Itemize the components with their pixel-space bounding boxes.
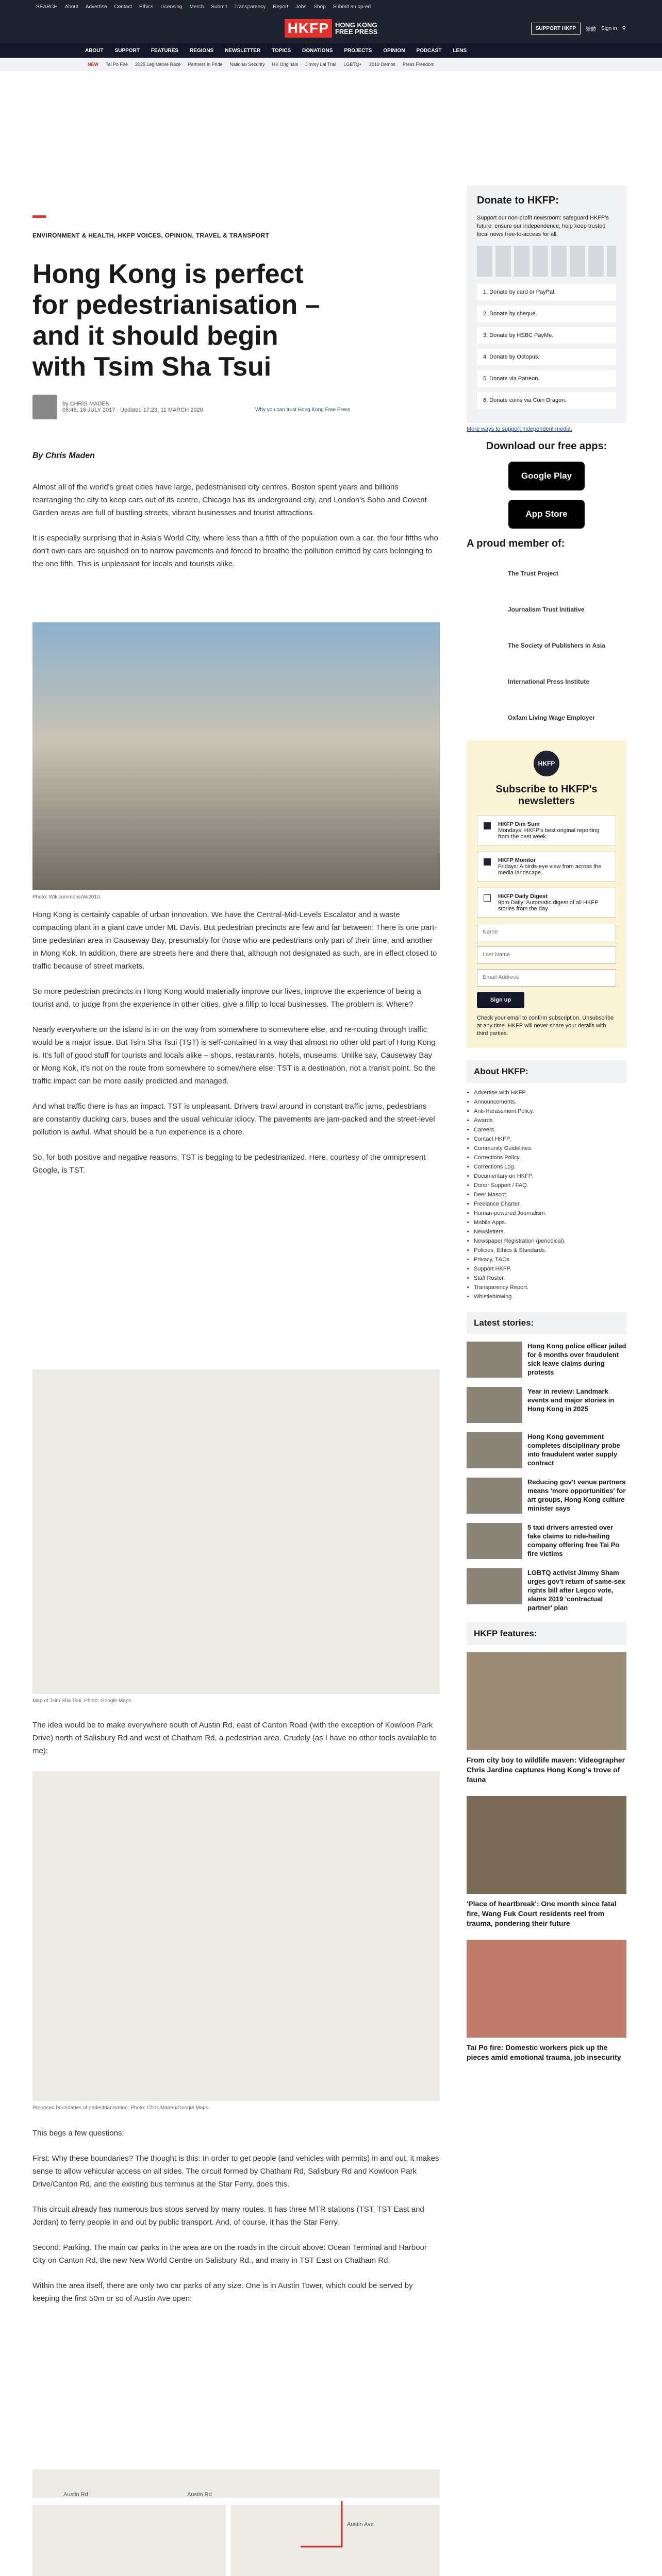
donate-option[interactable]: 6. Donate coins via Coin Dragon. (477, 392, 616, 409)
donate-option[interactable]: 4. Donate by Octopus. (477, 349, 616, 365)
search-link[interactable]: SEARCH (36, 4, 58, 10)
member-logo[interactable]: The Society of Publishers in Asia (508, 642, 605, 649)
story-title[interactable]: Year in review: Landmark events and major stories in Hong Kong in 2025 (527, 1387, 615, 1413)
latest-title: Latest stories: (474, 1318, 534, 1328)
article-body-3 (32, 1719, 440, 1770)
logo-mark: HKFP (285, 19, 332, 38)
about-link[interactable]: • Community Guidelines. (474, 1144, 626, 1153)
trending-bar (0, 58, 662, 71)
nav-item[interactable]: REGIONS (190, 47, 214, 54)
feature-image[interactable] (467, 1796, 626, 1894)
donate-option[interactable]: 5. Donate via Patreon. (477, 370, 616, 387)
about-link[interactable]: About (64, 4, 78, 10)
donate-option[interactable]: 1. Donate by card or PayPal. (477, 284, 616, 300)
site-header (0, 13, 662, 43)
donate-option[interactable]: 3. Donate by HSBC PayMe. (477, 327, 616, 344)
feature-image[interactable] (467, 1652, 626, 1750)
about-link[interactable]: • Donor Support / FAQ. (474, 1181, 626, 1190)
trending-link[interactable]: Tai Po Fire (106, 62, 128, 67)
story-title[interactable]: Hong Kong government completes disciplinary probe into fraudulent water supply contract (527, 1433, 620, 1467)
checkbox-checked-icon[interactable] (484, 822, 491, 829)
photo-caption: Photo: Wikicommons/Wi2010. (32, 894, 102, 900)
author-link[interactable]: by CHRIS MADEN (62, 401, 110, 407)
payment-icons (477, 246, 616, 277)
about-link[interactable]: • Newsletters. (474, 1227, 626, 1236)
about-link[interactable]: • Anti-Harassment Policy. (474, 1107, 626, 1116)
map-label: Austin Ave (347, 2521, 374, 2528)
email-field[interactable]: Email Address (477, 969, 616, 987)
paragraph: And what traffic there is has an impact. TST is unpleasant. Drivers trawl around in constant traffic jams, pedestrians are constantly ducking cars, buses and the usual vehicular idiocy. The pavements are jam-packed and the street-level pollution is awful. What should be a fun experience is a chore. (32, 1102, 435, 1137)
trending-link[interactable]: National Security (229, 62, 265, 67)
about-link[interactable]: • Newspaper Registration (periodical). (474, 1236, 626, 1246)
about-link[interactable]: • Transparency Report. (474, 1283, 626, 1292)
trending-link[interactable]: Jimmy Lai Trial (305, 62, 337, 67)
newsletter-box (467, 740, 626, 1048)
support-button[interactable]: SUPPORT HKFP (531, 23, 581, 35)
newsletter-title: Subscribe to HKFP's newsletters (495, 784, 598, 807)
last-name-field[interactable]: Last Name (477, 946, 616, 964)
main-nav (0, 43, 662, 58)
jobs-link[interactable]: Jobs (295, 4, 307, 10)
nav-item[interactable]: SUPPORT (114, 47, 140, 54)
paragraph: So, for both positive and negative reasons, TST is begging to be pedestrianized. Here, courtesy of the omnipresent Google, is TST. (32, 1153, 426, 1175)
story-title[interactable]: Reducing gov't venue partners means 'more opportunities' for art groups, Hong Kong culture minister says (527, 1478, 626, 1512)
advertise-link[interactable]: Advertise (85, 4, 107, 10)
signup-button[interactable]: Sign up (477, 992, 524, 1008)
about-link[interactable]: • Deer Mascot. (474, 1190, 626, 1199)
contact-link[interactable]: Contact (114, 4, 132, 10)
top-utility-bar (0, 0, 662, 13)
title-accent (32, 215, 46, 218)
report-link[interactable]: Report (273, 4, 289, 10)
about-link[interactable]: • Advertise with HKFP. (474, 1088, 626, 1097)
story-title[interactable]: 5 taxi drivers arrested over fake claims to ride-hailing company offering free Tai Po fire victims (527, 1523, 620, 1557)
story-thumbnail[interactable] (467, 1432, 522, 1468)
paragraph: First: Why these boundaries? The thought is this: In order to get people (and vehicles with permits) in and out, it makes sense to allow vehicular access on all sides. The circuit formed by Chatham Rd, Salisbury Rd and Kowloon Park Drive/Canton Rd, and the existing bus terminus at the Star Ferry, does this. (32, 2154, 439, 2189)
trending-link[interactable]: LGBTQ+ (343, 62, 362, 67)
sidebar (467, 185, 626, 2074)
tsim-sha-tsui-photo (32, 622, 440, 890)
article-dates: 05:46, 16 JULY 2017 · Updated 17:23, 11 MARCH 2020 (62, 407, 203, 413)
about-link[interactable]: • Whistleblowing. (474, 1292, 626, 1301)
feature-title[interactable]: From city boy to wildlife maven: Videographer Chris Jardine captures Hong Kong's trove of fauna (467, 1756, 625, 1784)
story-thumbnail[interactable] (467, 1342, 522, 1378)
paragraph: This circuit already has numerous bus stops served by many routes. It has three MTR stations (TST, TST East and Jordan) to ferry people in and out by public transport. And, of course, it has the Star Ferry. (32, 2205, 424, 2227)
austin-map-drawing (32, 2469, 440, 2576)
about-title: About HKFP: (474, 1066, 528, 1076)
about-title-box (467, 1060, 626, 1083)
checkbox-checked-icon[interactable] (484, 858, 491, 866)
story-thumbnail[interactable] (467, 1387, 522, 1423)
about-link[interactable]: • Support HKFP. (474, 1264, 626, 1274)
article-title: Hong Kong is perfect for pedestrianisation – and it should begin with Tsim Sha Tsui (32, 259, 320, 382)
nav-item[interactable]: NEWSLETTER (225, 47, 261, 54)
trending-link[interactable]: HK Originals (272, 62, 299, 67)
donate-title: Donate to HKFP: (477, 195, 559, 206)
map-caption: Map of Tsim Sha Tsui. Photo: Google Maps. (32, 1698, 133, 1704)
licensing-link[interactable]: Licensing (160, 4, 183, 10)
about-link[interactable]: • Corrections Policy. (474, 1153, 626, 1162)
paragraph: It is especially surprising that in Asia's World City, where less than a fifth of the population own a car, the four fifths who don't own cars are squished on to narrow pavements and forced to breathe the pollution emitted by cars belonging to the one fifth. This is unpleasant for locals and tourists alike. (32, 534, 438, 568)
checkbox-icon[interactable] (484, 894, 491, 902)
newsletter-option[interactable]: HKFP Dim Sum Mondays: HKFP's best original reporting from the past week. (477, 816, 616, 845)
about-link[interactable]: • Mobile Apps. (474, 1218, 626, 1227)
about-list (467, 1088, 626, 1301)
about-link[interactable]: • Privacy, T&Cs. (474, 1255, 626, 1264)
about-link[interactable]: • Announcements. (474, 1097, 626, 1107)
donate-more-link[interactable]: More ways to support independent media. (467, 426, 572, 432)
donate-option[interactable]: 2. Donate by cheque. (477, 306, 616, 322)
trending-link[interactable]: Partners in Pride (188, 62, 223, 67)
about-link[interactable]: • Staff Roster. (474, 1274, 626, 1283)
shop-link[interactable]: Shop (313, 4, 326, 10)
newsletter-option[interactable]: HKFP Daily Digest 9pm Daily: Automatic digest of all HKFP stories from the day. (477, 888, 616, 918)
paragraph: Nearly everywhere on the island is in on the way from somewhere to somewhere else, and re-routing through traffic would be a major issue. But Tsim Sha Tsui (TST) is self-contained in a way that almost no other old part of Hong Kong is. It's full of good stuff for tourists and locals alike – shops, restaurants, hotels, museums. Unlike say, Causeway Bay or Mong Kok, it's not on the route from somewhere to somewhere else: TST is a destination, not a transit point. So the traffic impact can be more easily predicted and managed. (32, 1025, 436, 1086)
features-title-box (467, 1622, 626, 1645)
merch-link[interactable]: Merch (189, 4, 204, 10)
trending-link[interactable]: Press Freedom (402, 62, 435, 67)
paragraph: Within the area itself, there are only two car parks of any size. One is in Austin Tower, which could be served by keeping the first 50m or so of Austin Ave open: (32, 2281, 413, 2303)
new-badge: NEW (88, 62, 98, 67)
boundaries-map (32, 1771, 440, 2101)
members-title: A proud member of: (467, 538, 565, 549)
paragraph: So more pedestrian precincts in Hong Kong would materially improve our lives, improve the experience of being a tourist and, to judge from the experience in other cities, give a fillip to local businesses. The problem is: Where? (32, 987, 421, 1009)
donate-intro[interactable]: Support our non-profit newsroom: safeguard HKFP's future, ensure our independence, help keep trusted local news free-to-access for all. (477, 215, 609, 238)
submit-link[interactable]: Submit (211, 4, 227, 10)
about-link[interactable]: • Awards. (474, 1116, 626, 1125)
feature-title[interactable]: 'Place of heartbreak': One month since fatal fire, Wang Fuk Court residents reel from trauma, pondering their future (467, 1900, 617, 1927)
byline: By Chris Maden (32, 451, 95, 460)
ethics-link[interactable]: Ethics (139, 4, 154, 10)
apps-title: Download our free apps: (486, 440, 607, 452)
about-section (467, 1060, 626, 1301)
latest-story[interactable] (467, 1523, 626, 1559)
author-meta (32, 395, 203, 419)
hkfp-badge-icon: HKFP (534, 751, 559, 776)
features-section (467, 1622, 626, 2062)
story-thumbnail[interactable] (467, 1523, 522, 1559)
austin-carpark-map (32, 2469, 440, 2576)
nav-item[interactable]: ABOUT (85, 47, 104, 54)
google-play-button[interactable]: Google Play (508, 462, 585, 490)
transparency-link[interactable]: Transparency (234, 4, 266, 10)
story-thumbnail[interactable] (467, 1478, 522, 1514)
article-body-4 (32, 2127, 440, 2317)
paragraph: Second: Parking. The main car parks in the area are on the roads in the circuit above: Ocean Terminal and Harbour City on Canton Rd, the new New World Centre on Salisbury Rd., and many in TST East on Chatham Rd. (32, 2243, 427, 2265)
nav-item[interactable]: PODCAST (416, 47, 442, 54)
map-caption: Proposed boundaries of pedestrianisation. Photo: Chris Maden/Google Maps. (32, 2105, 210, 2111)
paragraph: The idea would be to make everywhere south of Austin Rd, east of Canton Road (with the exception of Kowloon Park Drive) north of Salisbury Rd and west of Chatham Rd, a pedestrian area. Crudely (as I have no other tools available to me): (32, 1721, 437, 1755)
latest-title-box (467, 1312, 626, 1334)
language-link[interactable]: 繁體 (586, 27, 597, 32)
member-logo[interactable]: The Trust Project (508, 570, 559, 577)
about-link[interactable]: • Corrections Log. (474, 1162, 626, 1172)
features-title: HKFP features: (474, 1629, 537, 1638)
article-categories[interactable]: ENVIRONMENT & HEALTH, HKFP VOICES, OPINION, TRAVEL & TRANSPORT (32, 232, 270, 239)
story-title[interactable]: LGBTQ activist Jimmy Sham urges gov't return of same-sex rights bill after Legco vote, slams 2019 'contractual partner' plan (527, 1569, 625, 1612)
site-logo[interactable] (285, 19, 378, 38)
about-link[interactable]: • Contact HKFP. (474, 1134, 626, 1144)
story-thumbnail[interactable] (467, 1568, 522, 1604)
apps-section (467, 440, 626, 529)
member-logo[interactable]: Oxfam Living Wage Employer (508, 714, 595, 721)
feature-title[interactable]: Tai Po fire: Domestic workers pick up the pieces amid emotional trauma, job insecurity (467, 2043, 621, 2061)
name-field[interactable]: Name (477, 924, 616, 941)
tsim-sha-tsui-map (32, 1369, 440, 1694)
nav-item[interactable]: TOPICS (272, 47, 291, 54)
map-label: Austin Rd (63, 2492, 88, 2498)
paragraph: Hong Kong is certainly capable of urban innovation. We have the Central-Mid-Levels Escalator and a waste compacting plant in a giant cave under Mt. Davis. But pedestrian precincts are few and far between: There is one part-time pedestrian area in Causeway Bay, presumably for those who are pedestrians only part of their time, and another in Mong Kok. In addition, there are streets here and there that, although not designated as such, are in effect closed to traffic because of street markets. (32, 910, 437, 971)
trending-link[interactable]: 2025 Legislative Race (135, 62, 181, 67)
trending-link[interactable]: 2019 Demos (369, 62, 395, 67)
signup-note: Check your email to confirm subscription. Unsubscribe at any time. HKFP will never share your details with third parties. (477, 1015, 614, 1037)
submit-oped-link[interactable]: Submit an op-ed (333, 4, 371, 10)
latest-story[interactable] (467, 1478, 626, 1514)
about-link[interactable]: • Documentary on HKFP. (474, 1172, 626, 1181)
member-logo[interactable]: Journalism Trust Initiative (508, 606, 585, 613)
nav-item[interactable]: FEATURES (151, 47, 179, 54)
paragraph: This begs a few questions: (32, 2129, 124, 2138)
nav-item[interactable]: OPINION (383, 47, 405, 54)
article-body-2 (32, 908, 440, 1189)
nav-item[interactable]: PROJECTS (344, 47, 372, 54)
story-title[interactable]: Hong Kong police officer jailed for 6 months over fraudulent sick leave claims during protests (527, 1342, 626, 1376)
why-trust-link[interactable]: Why you can trust Hong Kong Free Press (255, 407, 351, 413)
nav-item[interactable]: DONATIONS (302, 47, 333, 54)
about-link[interactable]: • Policies, Ethics & Standards. (474, 1246, 626, 1255)
feature-image[interactable] (467, 1940, 626, 2038)
about-link[interactable]: • Freelance Charter. (474, 1199, 626, 1209)
donate-box (467, 185, 626, 423)
latest-story[interactable] (467, 1342, 626, 1378)
paragraph: Almost all of the world's great cities have large, pedestrianised city centres. Boston spent years and billions rearranging the city to keep cars out of its centre, Chicago has its underground city, and London's Soho and Covent Garden areas are full of bustling streets, vibrant businesses and tourist attractions. (32, 483, 427, 517)
search-icon[interactable]: ⚲ (622, 26, 626, 31)
latest-story[interactable] (467, 1387, 626, 1423)
signin-link[interactable]: Sign in (601, 26, 617, 31)
header-actions (531, 23, 626, 35)
article-body-1 (32, 481, 440, 583)
latest-story[interactable] (467, 1432, 626, 1468)
app-store-button[interactable]: App Store (508, 500, 585, 529)
latest-section (467, 1312, 626, 1612)
member-logo[interactable]: International Press Institute (508, 678, 590, 685)
logo-text: HONG KONG FREE PRESS (335, 21, 378, 36)
avatar (32, 395, 57, 419)
members-section (467, 538, 626, 731)
about-link[interactable]: • Careers. (474, 1125, 626, 1134)
map-label: Austin Rd (187, 2492, 212, 2498)
latest-story[interactable] (467, 1568, 626, 1612)
newsletter-option[interactable]: HKFP Monitor Fridays: A birds-eye view from across the media landscape. (477, 852, 616, 882)
nav-item[interactable]: LENS (453, 47, 467, 54)
about-link[interactable]: • Human-powered Journalism. (474, 1209, 626, 1218)
